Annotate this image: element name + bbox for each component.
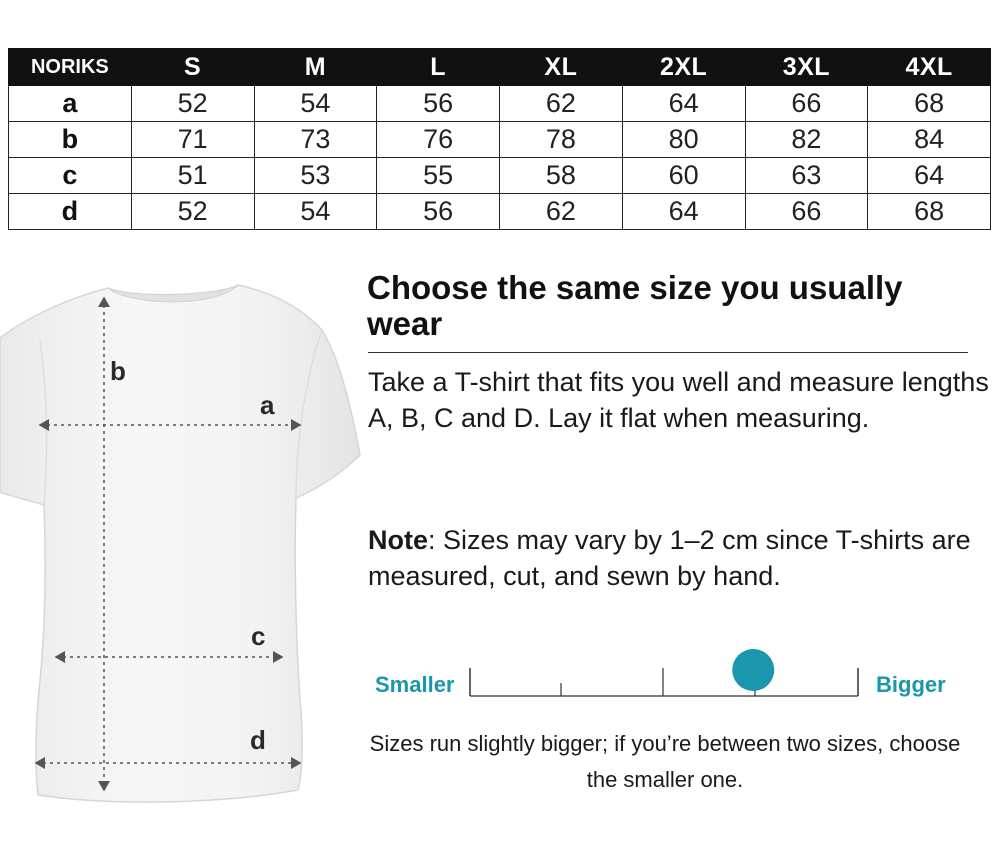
table-row	[9, 86, 991, 122]
table-cell: 54	[254, 194, 377, 230]
info-title: Choose the same size you usually wear	[367, 269, 903, 342]
scale-label-bigger: Bigger	[876, 672, 946, 697]
label-a: a	[260, 390, 275, 420]
table-cell: 52	[131, 194, 254, 230]
table-cell: 76	[377, 122, 500, 158]
size-chart-header-row	[9, 49, 991, 86]
row-key: d	[9, 194, 132, 230]
row-key: b	[9, 122, 132, 158]
fit-scale	[462, 645, 862, 705]
table-cell: 55	[377, 158, 500, 194]
table-cell: 64	[622, 86, 745, 122]
row-key: c	[9, 158, 132, 194]
size-header-4xl: 4XL	[868, 49, 991, 86]
scale-label-smaller: Smaller	[375, 672, 455, 697]
note-text: : Sizes may vary by 1–2 cm since T-shirts are measured, cut, and sewn by hand.	[368, 525, 971, 591]
table-cell: 56	[377, 194, 500, 230]
table-cell: 80	[622, 122, 745, 158]
table-row	[9, 194, 991, 230]
size-header-2xl: 2XL	[622, 49, 745, 86]
table-cell: 68	[868, 194, 991, 230]
table-cell: 58	[500, 158, 623, 194]
size-header-3xl: 3XL	[745, 49, 868, 86]
size-header-s: S	[131, 49, 254, 86]
table-cell: 53	[254, 158, 377, 194]
size-header-m: M	[254, 49, 377, 86]
table-cell: 63	[745, 158, 868, 194]
table-cell: 51	[131, 158, 254, 194]
size-chart-table	[8, 48, 991, 230]
table-cell: 68	[868, 86, 991, 122]
info-note	[368, 522, 993, 594]
table-cell: 78	[500, 122, 623, 158]
table-row	[9, 158, 991, 194]
table-cell: 62	[500, 194, 623, 230]
table-cell: 60	[622, 158, 745, 194]
label-d: d	[250, 725, 266, 755]
table-cell: 56	[377, 86, 500, 122]
tshirt-shape	[0, 285, 360, 802]
size-header-xl: XL	[500, 49, 623, 86]
fit-caption: Sizes run slightly bigger; if you’re between two sizes, choose the smaller one.	[369, 731, 961, 792]
table-cell: 71	[131, 122, 254, 158]
info-body: Take a T-shirt that fits you well and measure lengths A, B, C and D. Lay it flat when measuring.	[368, 367, 989, 433]
fit-indicator-dot	[732, 649, 774, 691]
table-cell: 82	[745, 122, 868, 158]
row-key: a	[9, 86, 132, 122]
table-cell: 54	[254, 86, 377, 122]
table-cell: 64	[622, 194, 745, 230]
table-row	[9, 122, 991, 158]
table-cell: 62	[500, 86, 623, 122]
label-c: c	[251, 621, 266, 651]
table-cell: 52	[131, 86, 254, 122]
table-cell: 64	[868, 158, 991, 194]
table-cell: 66	[745, 194, 868, 230]
table-cell: 73	[254, 122, 377, 158]
table-cell: 66	[745, 86, 868, 122]
table-cell: 84	[868, 122, 991, 158]
title-divider	[368, 352, 968, 353]
size-header-l: L	[377, 49, 500, 86]
brand-header: NORIKS	[9, 49, 132, 86]
tshirt-measurement-diagram	[0, 258, 362, 818]
label-b: b	[110, 356, 126, 386]
note-label: Note	[368, 525, 428, 555]
